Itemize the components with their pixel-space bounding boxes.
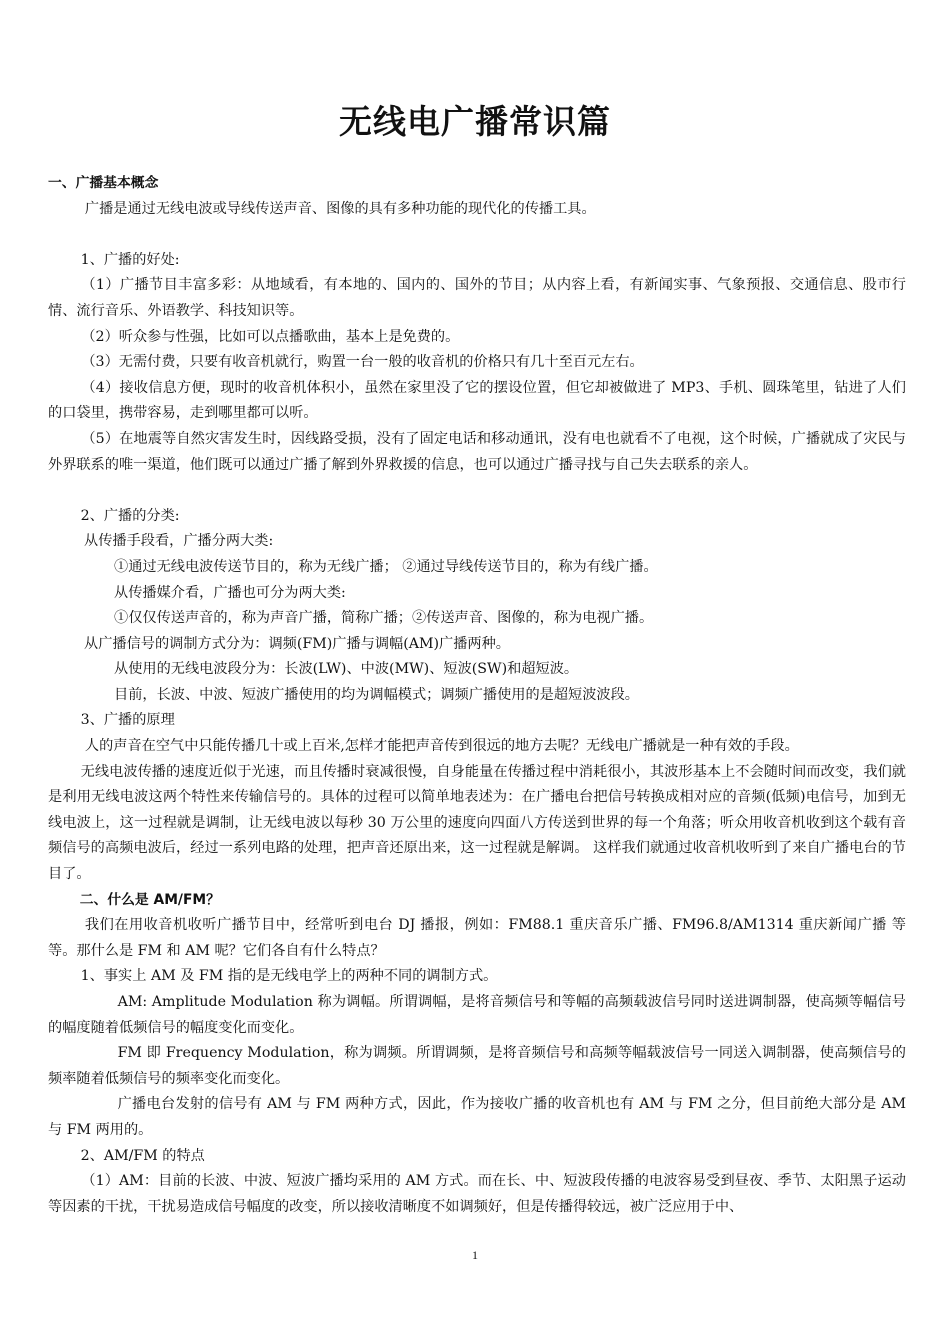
paragraph: （5）在地震等自然灾害发生时，因线路受损，没有了固定电话和移动通讯，没有电也就看不了电视，这个时候，广播就成了灾民与外界联系的唯一渠道，他们既可以通过广播了解到外界救援的信息，也可以通过广播寻找与自己失去联系的亲人。 xyxy=(48,430,906,473)
paragraph: 我们在用收音机收听广播节目中，经常听到电台 DJ 播报，例如：FM88.1 重庆音乐广播、FM96.8/AM1314 重庆新闻广播 等等。那什么是 FM 和 AM 呢？它们各自有什么特点？ xyxy=(48,917,906,959)
section-heading: 一、广播基本概念 xyxy=(48,175,159,191)
subsection-title: 2、广播的分类: xyxy=(80,507,180,524)
paragraph: 广播电台发射的信号有 AM 与 FM 两种方式，因此，作为接收广播的收音机也有 AM 与 FM 之分，但目前绝大部分是 AM 与 FM 两用的。 xyxy=(48,1096,906,1138)
list-line: ①通过无线电波传送节目的，称为无线广播； ②通过导线传送节目的，称为有线广播。 xyxy=(114,558,658,575)
list-line: 目前，长波、中波、短波广播使用的均为调幅模式；调频广播使用的是超短波波段。 xyxy=(114,686,639,703)
section-heading: 二、什么是 AM/FM？ xyxy=(79,891,220,908)
paragraph: （1）广播节目丰富多彩：从地域看，有本地的、国内的、国外的节目；从内容上看，有新闻实事、气象预报、交通信息、股市行情、流行音乐、外语教学、科技知识等。 xyxy=(48,277,906,319)
paragraph: FM 即 Frequency Modulation，称为调频。所谓调频，是将音频信号和高频等幅载波信号一同送入调制器，使高频信号的频率随着低频信号的频率变化而变化。 xyxy=(48,1045,906,1087)
paragraph: 无线电波传播的速度近似于光速，而且传播时衰减很慢，自身能量在传播过程中消耗很小，其波形基本上不会随时间而改变，我们就是利用无线电波这两个特性来传输信号的。具体的过程可以简单地表述为：在广播电台把信号转换成相对应的音频(低频)电信号，加到无线电波上，这一过程就是调制，让无线电波以每秒 30 万公里的速度向四面八方传送到世界的每一个角落；听众用收音机收到这个载有音频信号的高频电波后，经过一系列电路的处理，把声音还原出来，这一过程就是解调。 这样我们就通过收音机收听到了来自广播电台的节目了。 xyxy=(48,763,906,883)
blank-line xyxy=(48,478,906,504)
list-line: 从传播手段看，广播分两大类: xyxy=(84,533,274,550)
paragraph: （4）接收信息方便，现时的收音机体积小，虽然在家里没了它的摆设位置，但它却被做进了 MP3、手机、圆珠笔里，钻进了人们的口袋里，携带容易，走到哪里都可以听。 xyxy=(48,379,906,422)
blank-line xyxy=(48,222,906,248)
paragraph: （1）AM：目前的长波、中波、短波广播均采用的 AM 方式。而在长、中、短波段传播的电波容易受到昼夜、季节、太阳黑子运动等因素的干扰，干扰易造成信号幅度的改变，所以接收清晰度不如调频好，但是传播得较远，被广泛应用于中、 xyxy=(48,1173,906,1215)
list-line: 从传播媒介看，广播也可分为两大类: xyxy=(114,584,346,601)
document-body xyxy=(48,171,906,1220)
paragraph: AM: Amplitude Modulation 称为调幅。所谓调幅，是将音频信号和等幅的高频载波信号同时送进调制器，使高频等幅信号的幅度随着低频信号的幅度变化而变化。 xyxy=(48,994,906,1036)
page-number: 1 xyxy=(472,1248,478,1262)
subsection-title: 1、事实上 AM 及 FM 指的是无线电学上的两种不同的调制方式。 xyxy=(80,968,498,985)
list-line: 从广播信号的调制方式分为：调频(FM)广播与调幅(AM)广播两种。 xyxy=(84,635,510,652)
list-line: 从使用的无线电波段分为：长波(LW)、中波(MW)、短波(SW)和超短波。 xyxy=(114,661,579,678)
paragraph: （3）无需付费，只要有收音机就行，购置一台一般的收音机的价格只有几十至百元左右。 xyxy=(81,354,644,371)
paragraph: 人的声音在空气中只能传播几十或上百米,怎样才能把声音传到很远的地方去呢？无线电广播就是一种有效的手段。 xyxy=(84,738,799,755)
list-line: ①仅仅传送声音的，称为声音广播，简称广播；②传送声音、图像的，称为电视广播。 xyxy=(114,610,654,627)
page-title: 无线电广播常识篇 xyxy=(339,102,611,141)
paragraph: 广播是通过无线电波或导线传送声音、图像的具有多种功能的现代化的传播工具。 xyxy=(84,200,596,217)
paragraph: （2）听众参与性强，比如可以点播歌曲，基本上是免费的。 xyxy=(81,328,460,345)
subsection-title: 2、AM/FM 的特点 xyxy=(80,1147,205,1164)
subsection-title: 3、广播的原理 xyxy=(80,712,175,729)
subsection-title: 1、广播的好处: xyxy=(80,251,180,268)
